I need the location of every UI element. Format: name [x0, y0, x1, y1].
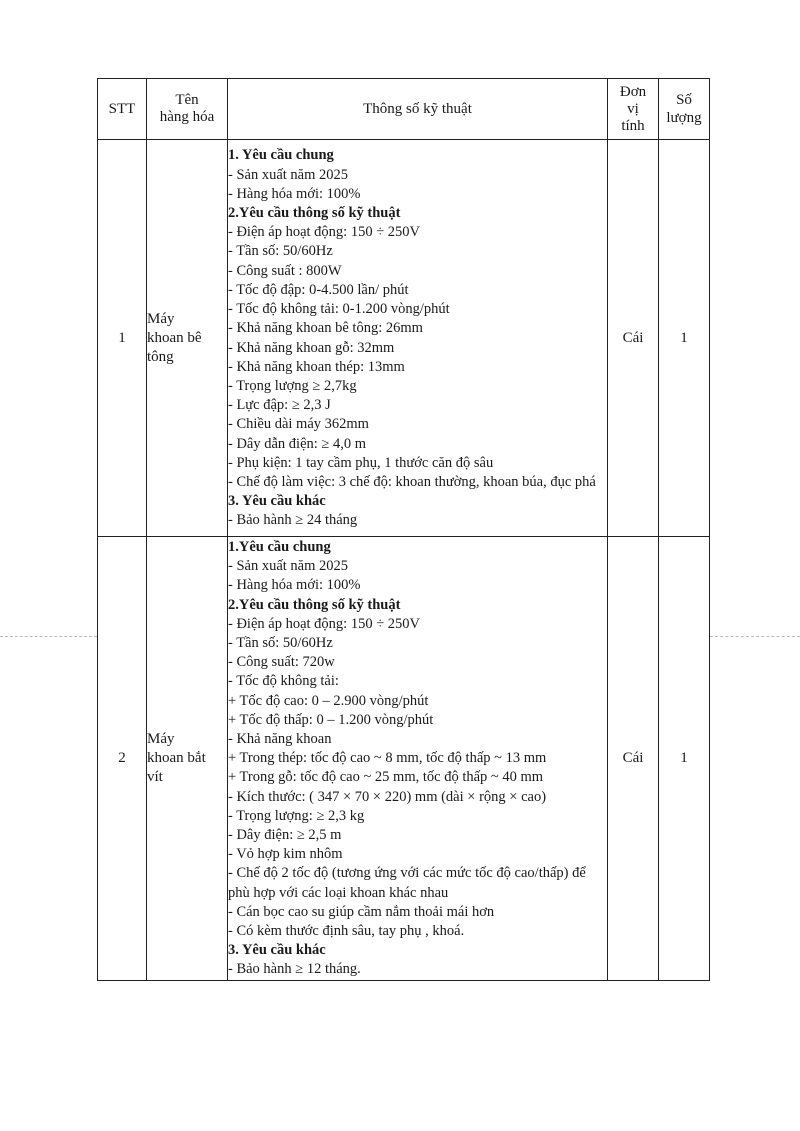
row-quantity: 1 — [659, 140, 710, 537]
header-item-name-label: Tên hàng hóa — [159, 92, 215, 125]
spec-line: - Khả năng khoan — [228, 731, 332, 748]
spec-line: - Điện áp hoạt động: 150 ÷ 250V — [228, 224, 420, 241]
row-stt: 1 — [98, 140, 147, 537]
spec-line: - Dây dẫn điện: ≥ 4,0 m — [228, 435, 367, 452]
header-technical-spec-label: Thông số kỹ thuật — [363, 101, 472, 117]
spec-line: - Chế độ 2 tốc độ (tương ứng với các mức tốc độ cao/thấp) để phù hợp với các loại khoan khác nhau — [228, 865, 586, 901]
spec-line: - Chiều dài máy 362mm — [228, 416, 369, 433]
spec-line: - Bảo hành ≥ 12 tháng. — [228, 961, 361, 978]
spec-line: - Khả năng khoan bê tông: 26mm — [228, 320, 423, 337]
spec-line: - Điện áp hoạt động: 150 ÷ 250V — [228, 615, 420, 632]
spec-line: - Có kèm thước định sâu, tay phụ , khoá. — [228, 923, 465, 940]
margin-stamp-marks — [781, 520, 795, 700]
spec-line: - Tốc độ không tải: 0-1.200 vòng/phút — [228, 301, 450, 318]
spec-line: + Trong gỗ: tốc độ cao ~ 25 mm, tốc độ thấp ~ 40 mm — [228, 769, 544, 786]
header-unit-label: Đơn vị tính — [619, 83, 647, 134]
table-header-row — [98, 79, 710, 140]
spec-line: - Khả năng khoan gỗ: 32mm — [228, 339, 395, 356]
spec-line: - Chế độ làm việc: 3 chế độ: khoan thường, khoan búa, đục phá — [228, 473, 596, 490]
spec-line: - Hàng hóa mới: 100% — [228, 577, 361, 594]
table-row — [98, 140, 710, 537]
row-item-name — [147, 140, 228, 537]
spec-line: - Tần số: 50/60Hz — [228, 635, 333, 652]
row-item-name-text: Máy khoan bê tông — [147, 310, 202, 365]
header-stt-label: STT — [108, 101, 136, 117]
header-unit — [608, 79, 659, 140]
spec-line: - Bảo hành ≥ 24 tháng — [228, 512, 358, 529]
row-spec — [228, 140, 608, 537]
spec-line: - Sản xuất năm 2025 — [228, 166, 349, 183]
spec-line: - Công suất: 720w — [228, 654, 335, 671]
spec-line: 3. Yêu cầu khác — [228, 493, 326, 510]
header-quantity-label: Số lượng — [666, 92, 702, 126]
spec-line: - Tốc độ đập: 0-4.500 lần/ phút — [228, 281, 409, 298]
spec-line: - Trọng lượng: ≥ 2,3 kg — [228, 807, 365, 824]
spec-line: - Cán bọc cao su giúp cầm nắm thoải mái hơn — [228, 903, 495, 920]
spec-line: - Tần số: 50/60Hz — [228, 243, 333, 260]
spec-line: - Phụ kiện: 1 tay cầm phụ, 1 thước căn độ sâu — [228, 454, 494, 471]
spec-line: - Tốc độ không tải: — [228, 673, 339, 690]
spec-line: + Trong thép: tốc độ cao ~ 8 mm, tốc độ thấp ~ 13 mm — [228, 750, 547, 767]
row-item-name — [147, 537, 228, 981]
spec-line: - Hàng hóa mới: 100% — [228, 185, 361, 202]
spec-line: - Trọng lượng ≥ 2,7kg — [228, 377, 357, 394]
spec-line: 2.Yêu cầu thông số kỹ thuật — [228, 596, 401, 613]
row-spec — [228, 537, 608, 981]
spec-line: 2.Yêu cầu thông số kỹ thuật — [228, 205, 401, 222]
scan-fold-line-left — [0, 636, 97, 637]
header-item-name — [147, 79, 228, 140]
row-unit: Cái — [608, 537, 659, 981]
spec-line: - Dây điện: ≥ 2,5 m — [228, 827, 342, 844]
specification-table — [97, 78, 710, 981]
header-technical-spec — [228, 79, 608, 140]
spec-line: - Lực đập: ≥ 2,3 J — [228, 397, 331, 414]
spec-list — [228, 145, 607, 530]
spec-line: 1. Yêu cầu chung — [228, 147, 334, 164]
spec-line: - Khả năng khoan thép: 13mm — [228, 358, 405, 375]
spec-line: 1.Yêu cầu chung — [228, 539, 331, 555]
header-stt — [98, 79, 147, 140]
spec-line: + Tốc độ cao: 0 – 2.900 vòng/phút — [228, 692, 429, 709]
spec-list — [228, 537, 607, 980]
row-quantity: 1 — [659, 537, 710, 981]
spec-line: + Tốc độ thấp: 0 – 1.200 vòng/phút — [228, 711, 434, 728]
spec-line: - Kích thước: ( 347 × 70 × 220) mm (dài × rộng × cao) — [228, 788, 547, 805]
spec-line: - Vỏ hợp kim nhôm — [228, 846, 343, 863]
spec-line: - Công suất : 800W — [228, 262, 342, 279]
table-row — [98, 537, 710, 981]
spec-line: - Sản xuất năm 2025 — [228, 558, 349, 575]
header-quantity — [659, 79, 710, 140]
row-stt: 2 — [98, 537, 147, 981]
row-item-name-text: Máy khoan bắt vít — [147, 730, 206, 785]
spec-line: 3. Yêu cầu khác — [228, 942, 326, 959]
row-unit: Cái — [608, 140, 659, 537]
